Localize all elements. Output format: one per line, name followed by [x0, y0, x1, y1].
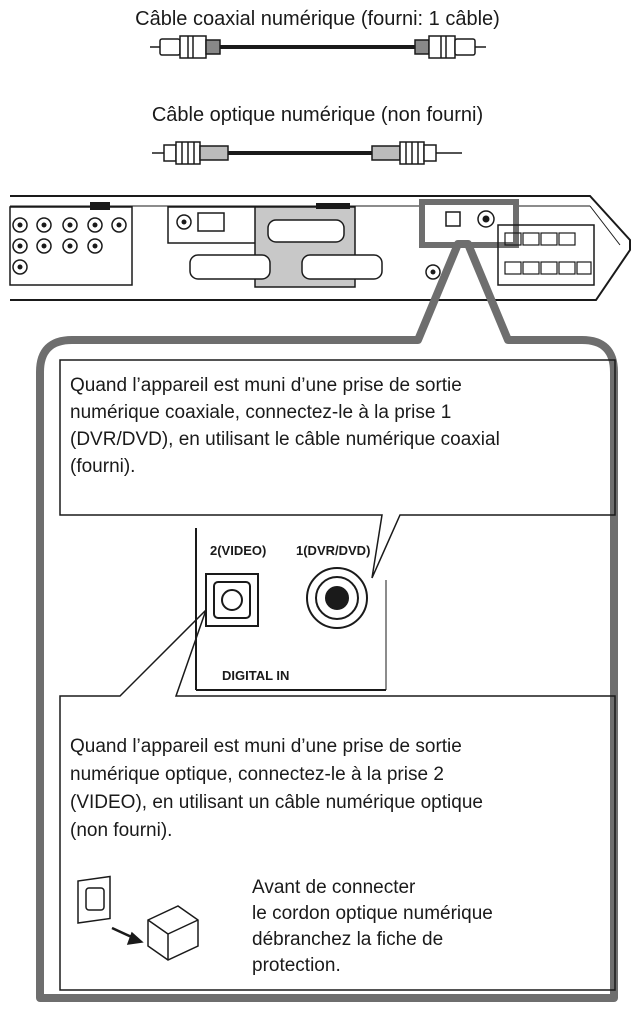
rear-panel: [10, 196, 630, 300]
optical-cable-label: Câble optique numérique (non fourni): [151, 104, 484, 126]
jack-2-label: 2(VIDEO): [210, 543, 267, 558]
optical-instruction-line-2: numérique optique, connectez-le à la prise 2: [70, 764, 444, 785]
coaxial-instruction-line-4: (fourni).: [70, 456, 136, 477]
coaxial-cable-illustration: [150, 36, 486, 58]
coaxial-cable-label: Câble coaxial numérique (fourni: 1 câble): [135, 8, 500, 30]
optical-instruction-line-1: Quand l’appareil est muni d’une prise de sortie: [70, 736, 462, 757]
optical-instruction-line-4: (non fourni).: [70, 820, 173, 841]
coaxial-jack: [307, 568, 367, 628]
optical-jack: [206, 574, 258, 626]
digital-in-label: DIGITAL IN: [222, 668, 290, 683]
optical-instruction-line-3: (VIDEO), en utilisant un câble numérique optique: [70, 792, 483, 813]
coaxial-instruction-line-1: Quand l’appareil est muni d’une prise de sortie: [70, 375, 462, 396]
coaxial-instruction-line-2: numérique coaxiale, connectez-le à la prise 1: [70, 402, 452, 423]
note-line-4: protection.: [252, 955, 341, 976]
coaxial-instruction-line-3: (DVR/DVD), en utilisant le câble numérique coaxial: [70, 429, 500, 450]
note-line-1: Avant de connecter: [252, 877, 416, 898]
note-line-2: le cordon optique numérique: [252, 903, 493, 924]
optical-cable-illustration: [152, 142, 462, 164]
jack-1-label: 1(DVR/DVD): [296, 543, 371, 558]
protective-cap-illustration: [78, 877, 198, 960]
note-line-3: débranchez la fiche de: [252, 929, 444, 950]
